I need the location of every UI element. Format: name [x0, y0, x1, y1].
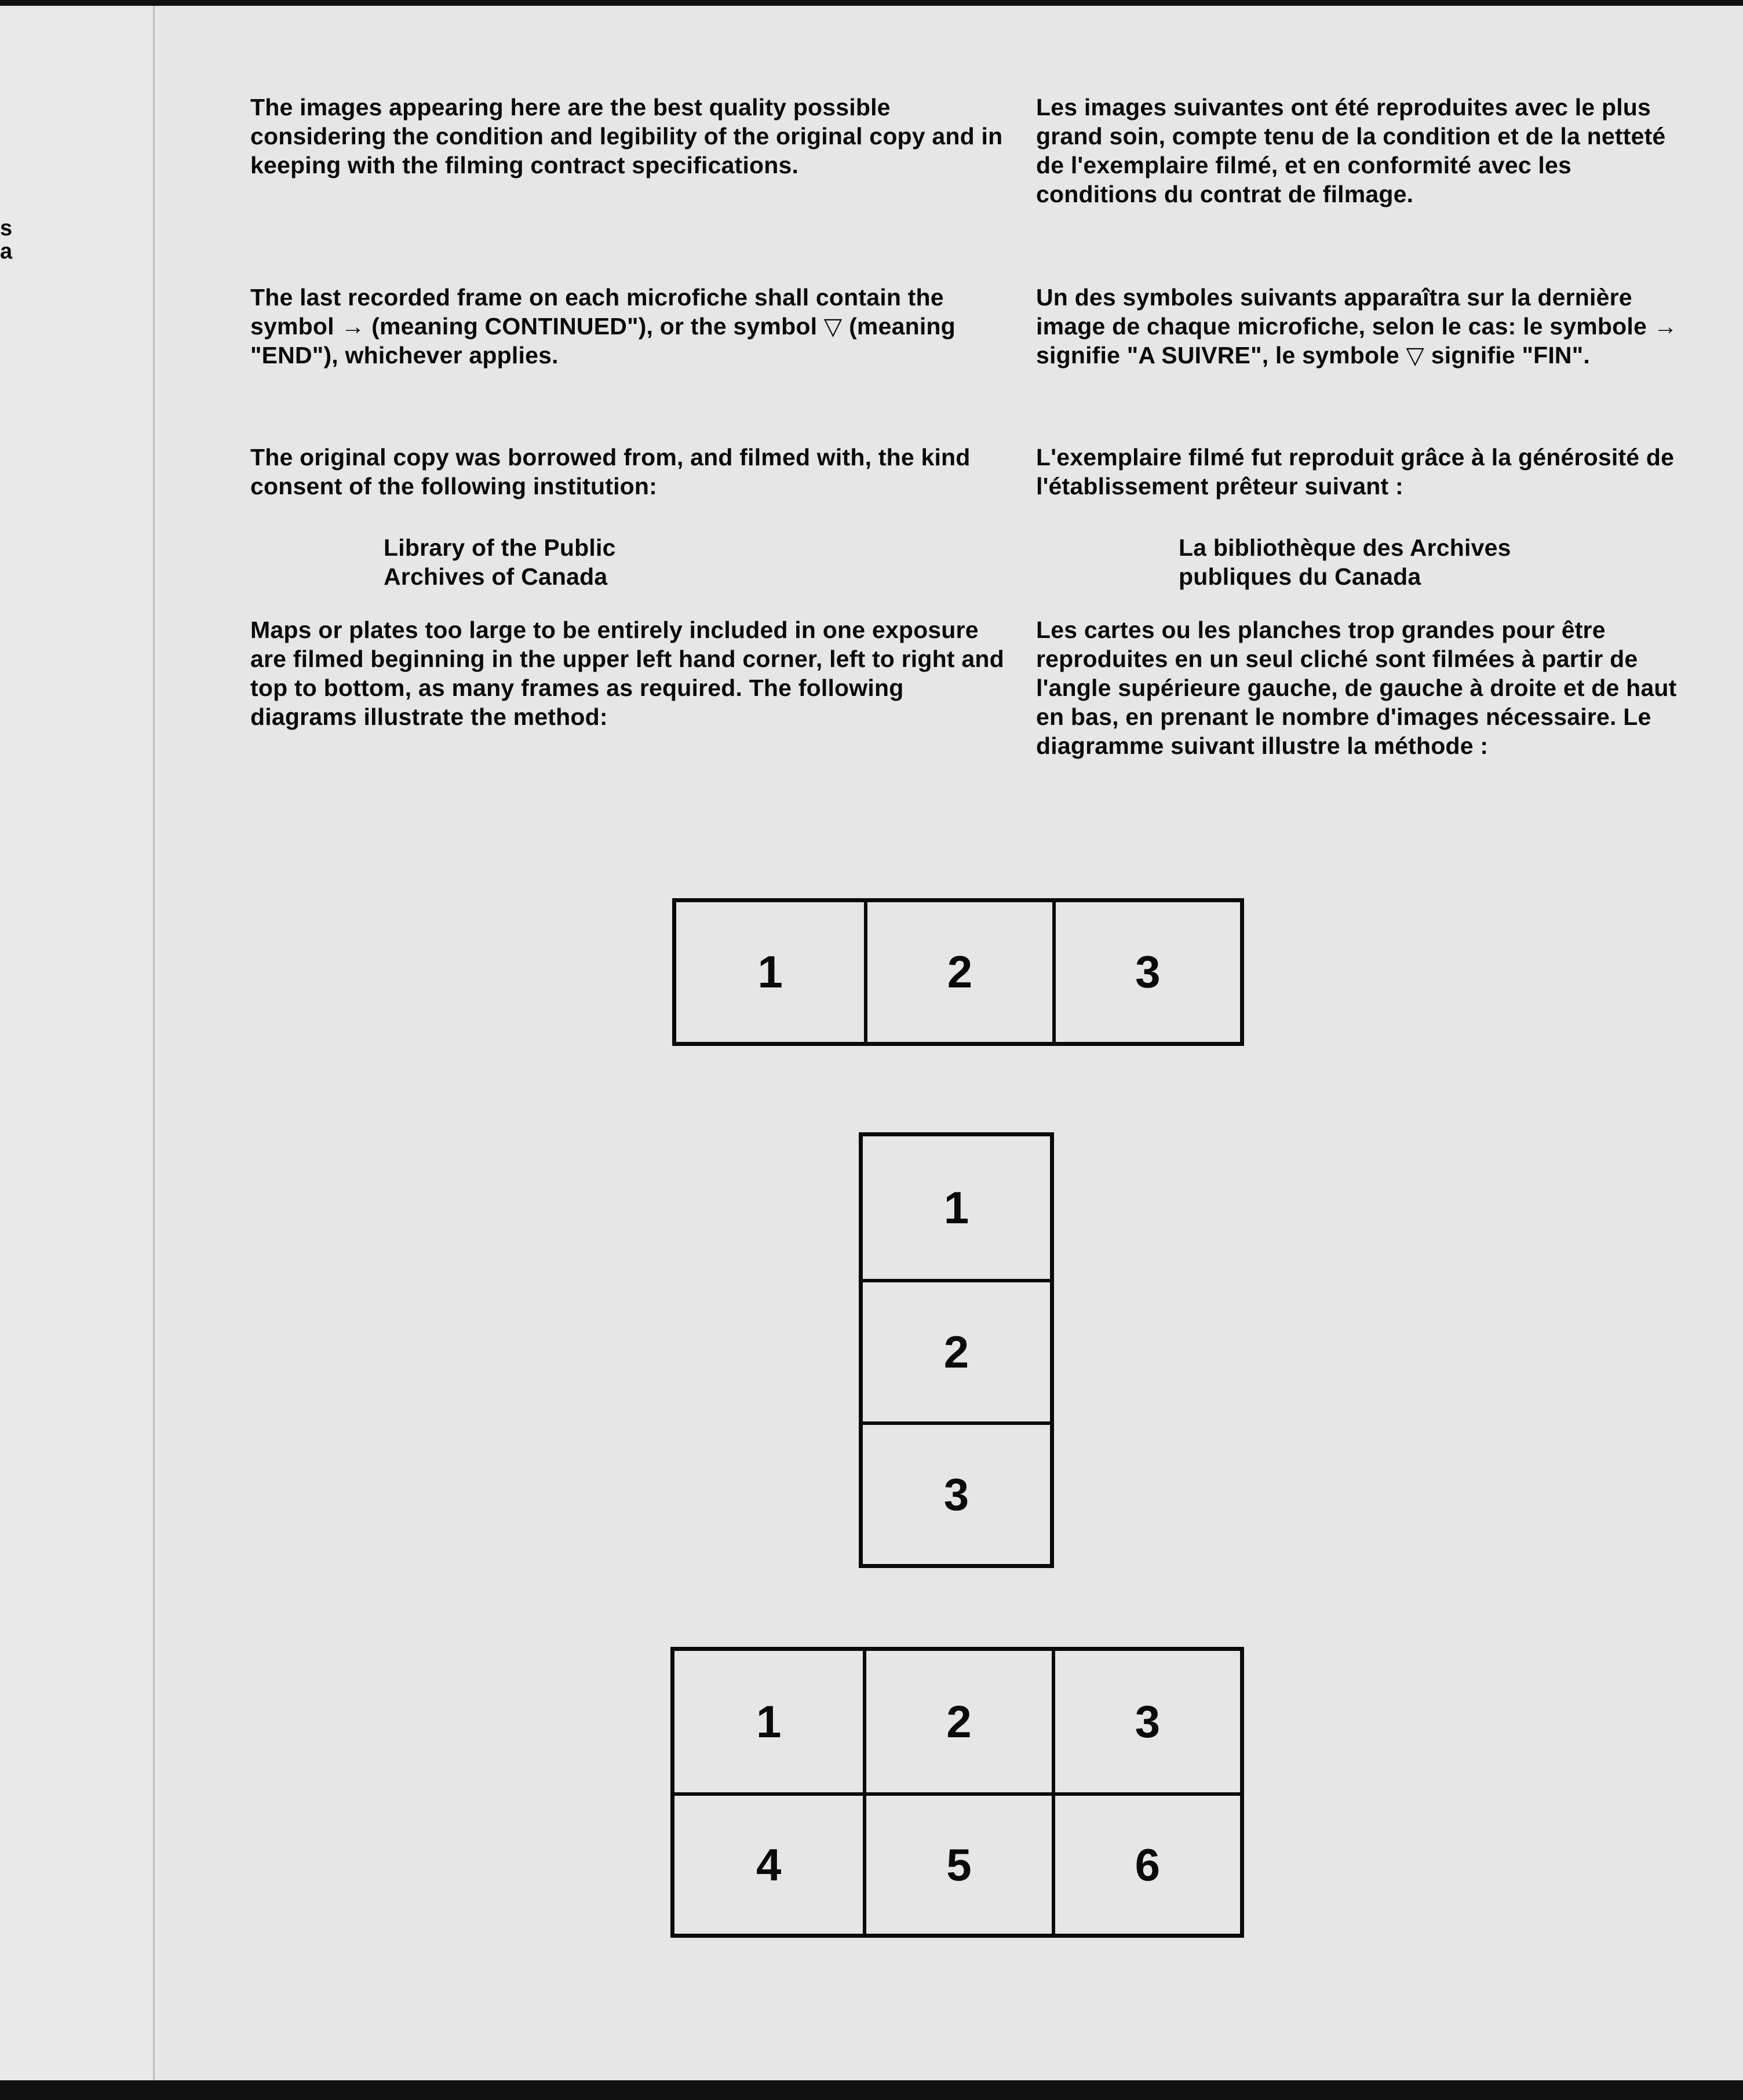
margin-marks	[0, 217, 12, 263]
diagram-grid-frames	[670, 1647, 1244, 1938]
english-para-maps: Maps or plates too large to be entirely included in one exposure are filmed beginning in the upper left hand corner, left to right and top to bottom, as many frames as required. The following diagrams illustrate the method:	[250, 617, 1004, 730]
frame-cell: 3	[1052, 1651, 1240, 1792]
frame-cell: 4	[674, 1792, 863, 1934]
frame-cell: 1	[943, 1182, 969, 1233]
frame-cell: 6	[1052, 1792, 1240, 1934]
diagram-horizontal-frames	[672, 898, 1244, 1046]
french-para-maps: Les cartes ou les planches trop grandes pour être reproduites en un seul cliché sont filmées à partir de l'angle supérieure gauche, de gauche à droite et de haut en bas, en prenant le nombre d'images nécessaire. Le diagramme suivant illustre la méthode :	[1036, 617, 1677, 759]
top-border	[0, 0, 1743, 6]
frame-cell: 2	[863, 1651, 1051, 1792]
margin-strip-edge	[153, 6, 155, 2080]
frame-cell: 3	[1052, 902, 1240, 1042]
frame-cell: 1	[757, 946, 783, 997]
diagram-vertical-frames	[859, 1132, 1054, 1568]
french-para-consent: L'exemplaire filmé fut reproduit grâce à la générosité de l'établissement prêteur suivant :	[1036, 444, 1675, 500]
frame-cell: 2	[864, 902, 1052, 1042]
english-institution: Library of the Public Archives of Canada	[384, 534, 616, 590]
margin-mark: s	[0, 216, 13, 240]
french-para-symbols: Un des symboles suivants apparaîtra sur la dernière image de chaque microfiche, selon le cas: le symbole → signifie "A SUIVRE", le symbole ▽ signifie "FIN".	[1036, 284, 1678, 369]
french-para-quality: Les images suivantes ont été reproduites avec le plus grand soin, compte tenu de la condition et de la netteté de l'exemplaire filmé, et en conformité avec les conditions du contrat de filmage.	[1036, 94, 1666, 207]
frame-cell: 3	[863, 1421, 1050, 1564]
margin-mark: a	[0, 239, 13, 264]
bottom-border	[0, 2080, 1743, 2100]
english-para-symbols: The last recorded frame on each microfiche shall contain the symbol → (meaning CONTINUED"), or the symbol ▽ (meaning "END"), whichever applies.	[250, 284, 956, 369]
frame-cell: 5	[863, 1792, 1051, 1934]
english-para-consent: The original copy was borrowed from, and filmed with, the kind consent of the following institution:	[250, 444, 971, 500]
french-institution: La bibliothèque des Archives publiques du Canada	[1179, 534, 1511, 590]
frame-cell: 2	[863, 1279, 1050, 1421]
english-para-quality: The images appearing here are the best quality possible considering the condition and legibility of the original copy and in keeping with the filming contract specifications.	[250, 94, 1003, 178]
frame-cell: 1	[756, 1696, 782, 1747]
left-margin-strip	[0, 6, 154, 2080]
